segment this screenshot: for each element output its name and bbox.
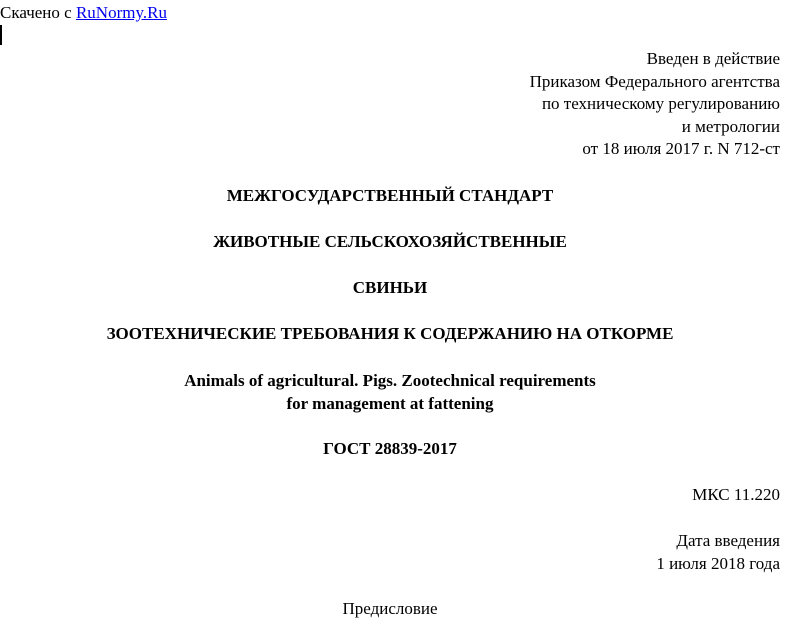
foreword-heading: Предисловие [342, 599, 438, 618]
introduction-date-value: 1 июля 2018 года [656, 553, 780, 573]
source-prefix: Скачено с [0, 3, 76, 22]
introduction-date-label: Дата введения [676, 531, 780, 550]
runormy-link[interactable]: RuNormy.Ru [75, 3, 167, 22]
standard-type-title: МЕЖГОСУДАРСТВЕННЫЙ СТАНДАРТ [226, 186, 554, 205]
english-title-line: for management at fattening [286, 393, 494, 413]
standard-requirements-title: ЗООТЕХНИЧЕСКИЕ ТРЕБОВАНИЯ К СОДЕРЖАНИЮ НА ОТКОРМЕ [106, 324, 674, 343]
standard-subject-title: ЖИВОТНЫЕ СЕЛЬСКОХОЗЯЙСТВЕННЫЕ [213, 232, 567, 251]
english-title-line: Animals of agricultural. Pigs. Zootechnical requirements [184, 371, 596, 390]
enactment-line: и метрологии [681, 116, 780, 136]
enactment-line: Введен в действие [646, 49, 780, 68]
enactment-line: по техническому регулированию [541, 94, 780, 113]
text-cursor [0, 25, 2, 45]
standard-animal-title: СВИНЬИ [352, 278, 428, 297]
english-title [0, 370, 780, 415]
source-line [0, 3, 167, 23]
enactment-line: от 18 июля 2017 г. N 712-ст [582, 139, 780, 158]
gost-number: ГОСТ 28839-2017 [323, 439, 457, 458]
introduction-date [656, 530, 780, 575]
enactment-line: Приказом Федерального агентства [529, 71, 780, 91]
mks-code: МКС 11.220 [692, 485, 780, 504]
enactment-block [530, 48, 780, 161]
